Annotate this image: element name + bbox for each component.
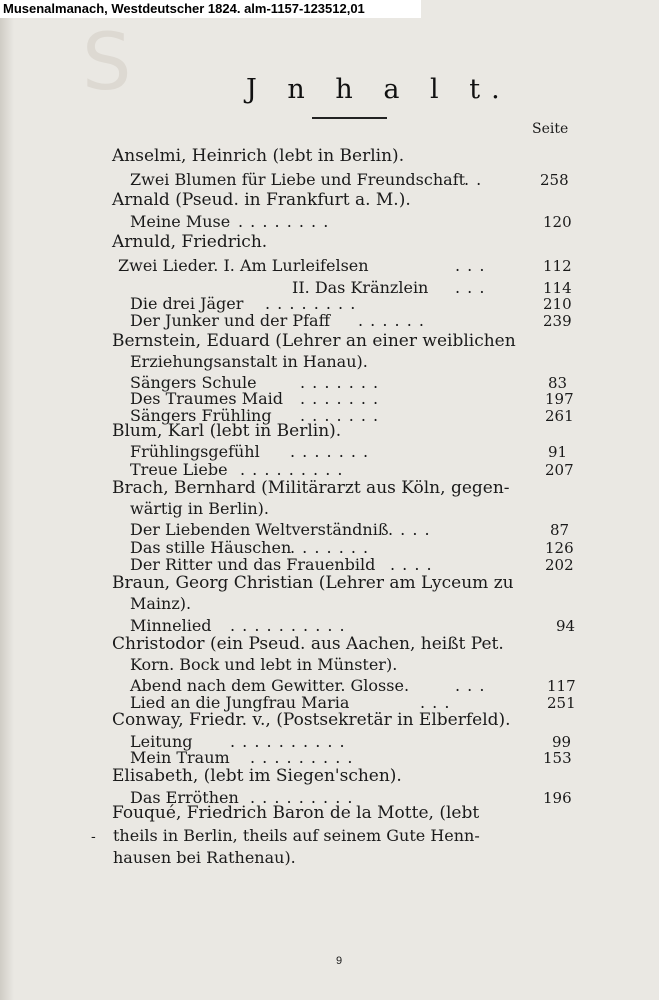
seite-label: Seite [532,121,569,137]
toc-author: Arnuld, Friedrich. [112,232,268,252]
toc-author: Elisabeth, (lebt im Siegen'schen). [112,766,402,786]
toc-title: Des Traumes Maid [130,389,283,408]
toc-title: Lied an die Jungfrau Maria [130,693,350,712]
toc-author: Christodor (ein Pseud. aus Aachen, heißt Pet. [112,634,504,654]
toc-page-number: 114 [543,279,572,297]
page-number: 9 [336,955,343,967]
toc-author-continued: hausen bei Rathenau). [113,848,296,867]
toc-page-number: 196 [543,789,572,807]
toc-page-number: 87 [550,521,570,539]
toc-page-number: 251 [547,694,576,712]
toc-page-number: 197 [545,390,574,408]
scan-shadow [0,0,14,1000]
toc-title: Frühlingsgefühl [130,442,260,461]
toc-title: Der Liebenden Weltverständniß [130,520,389,539]
leader-dots: . . . . . . . . . . [230,616,346,635]
toc-author: Braun, Georg Christian (Lehrer am Lyceum zu [112,573,514,593]
leader-dots: . . . . . . . . . [240,460,344,479]
leader-dots: . . . . . . . . . . [230,732,346,751]
show-through-letter: S [82,18,132,108]
file-caption: Musenalmanach, Westdeutscher 1824. alm-1157-123512,01 [0,0,421,18]
toc-page-number: 239 [543,312,572,330]
toc-title: Das Erröthen [130,788,239,807]
toc-page-number: 261 [545,407,574,425]
toc-author-continued: Mainz). [130,594,192,613]
toc-page-number: 202 [545,556,574,574]
leader-dots: . . . [420,693,451,712]
page-title: J n h a l t. [246,74,511,105]
toc-page-number: 117 [547,677,576,695]
toc-title: Sängers Schule [130,373,257,392]
toc-title: Das stille Häuschen [130,538,292,557]
leader-dots: . . . . [390,555,433,574]
toc-page-number: 153 [543,749,572,767]
toc-title: Sängers Frühling [130,406,272,425]
leader-dots: . . . . . . . [290,538,370,557]
leader-dots: . . . . . . . [290,442,370,461]
leader-dots: . . . . . . . . . [250,748,354,767]
toc-page-number: 99 [552,733,572,751]
toc-page-number: 126 [545,539,574,557]
toc-page-number: 258 [540,171,569,189]
toc-page-number: 207 [545,461,574,479]
toc-author: Anselmi, Heinrich (lebt in Berlin). [112,146,405,166]
toc-title: Treue Liebe [130,460,228,479]
toc-page-number: 91 [548,443,568,461]
toc-title: Zwei Blumen für Liebe und Freundschaft [130,170,466,189]
toc-author-continued: Korn. Bock und lebt in Münster). [130,655,398,674]
toc-author: Brach, Bernhard (Militärarzt aus Köln, gegen- [112,478,510,498]
toc-title: II. Das Kränzlein [292,278,429,297]
toc-page-number: 112 [543,257,572,275]
leader-dots: . . . . . . . [300,389,380,408]
toc-page-number: 210 [543,295,572,313]
toc-author: Blum, Karl (lebt in Berlin). [112,421,342,441]
leader-dots: . . . [455,256,486,275]
toc-author-continued: theils in Berlin, theils auf seinem Gute Henn- [113,826,480,845]
toc-page-number: 83 [548,374,568,392]
toc-author-continued: Erziehungsanstalt in Hanau). [130,352,368,371]
title-rule [312,117,387,119]
toc-title: Leitung [130,732,193,751]
leader-dots: . . . . . . . [300,406,380,425]
toc-author: Arnald (Pseud. in Frankfurt a. M.). [112,190,411,210]
toc-title: Minnelied [130,616,212,635]
leader-dots: . . . . . . . [300,373,380,392]
leader-dots: . . . [455,278,486,297]
toc-author: Fouqué, Friedrich Baron de la Motte, (lebt [112,803,480,823]
toc-author: Conway, Friedr. v., (Postsekretär in Elberfeld). [112,710,511,730]
leader-dots: . . . [455,676,486,695]
toc-title: Die drei Jäger [130,294,244,313]
toc-author: Bernstein, Eduard (Lehrer an einer weiblichen [112,331,516,351]
toc-page-number: 94 [556,617,576,635]
leader-dots: . . . . . . . . [238,212,330,231]
leader-dots: . . [464,170,483,189]
margin-mark: - [91,829,96,845]
toc-author-continued: wärtig in Berlin). [130,499,270,518]
toc-title: Meine Muse [130,212,231,231]
leader-dots: . . . . . . . . [265,294,357,313]
toc-title: Mein Traum [130,748,230,767]
toc-title: Der Junker und der Pfaff [130,311,330,330]
toc-title: Abend nach dem Gewitter. Glosse. [130,676,410,695]
leader-dots: . . . . [388,520,431,539]
toc-title: Zwei Lieder. I. Am Lurleifelsen [118,256,369,275]
leader-dots: . . . . . . . . . [250,788,354,807]
leader-dots: . . . . . . [358,311,425,330]
toc-title: Der Ritter und das Frauenbild [130,555,376,574]
toc-page-number: 120 [543,213,572,231]
